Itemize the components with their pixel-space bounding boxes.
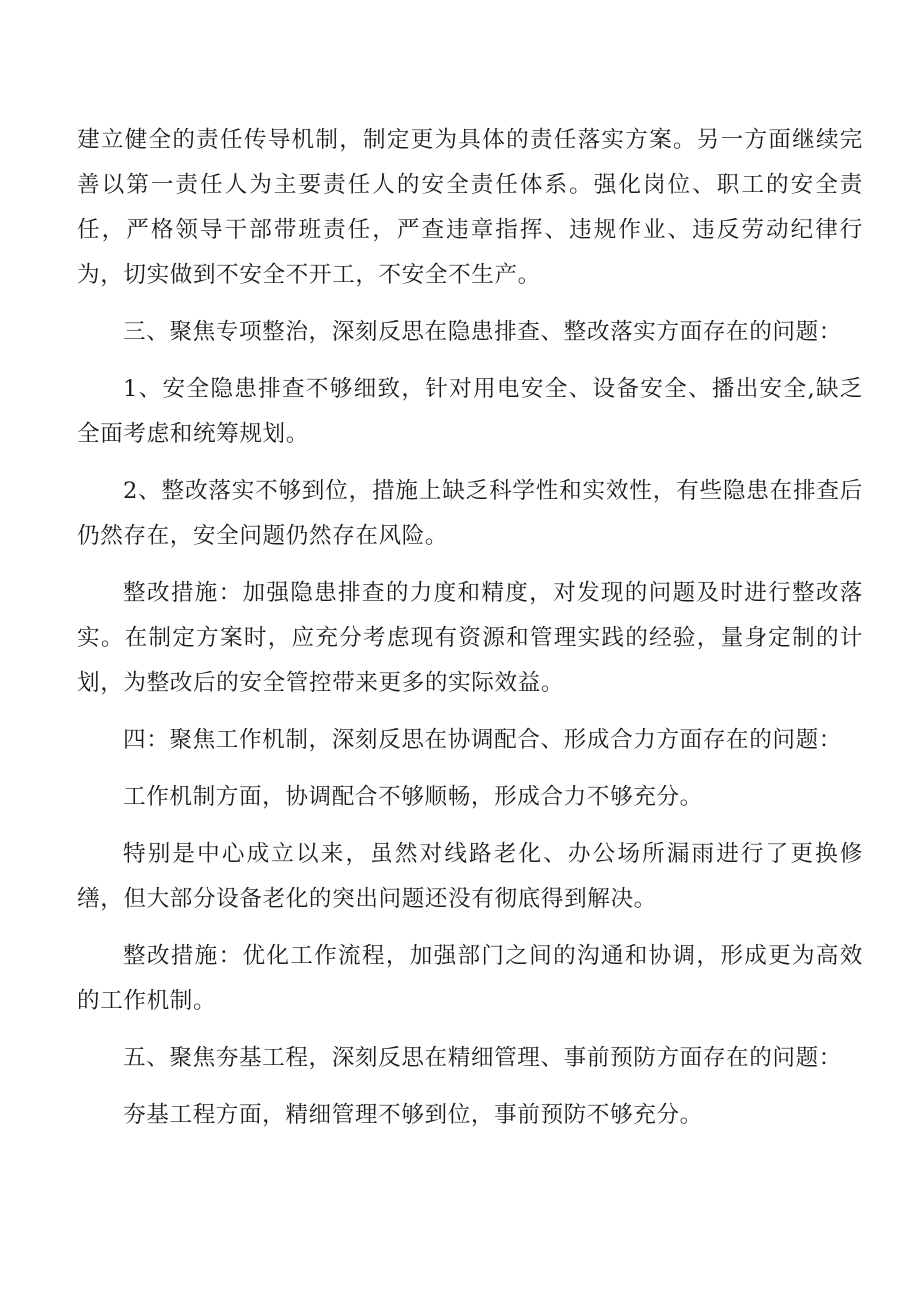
document-body bbox=[77, 118, 863, 1150]
paragraph-equipment-aging: 特别是中心成立以来，虽然对线路老化、办公场所漏雨进行了更换修缮，但大部分设备老化的突出问题还没有彻底得到解决。 bbox=[77, 841, 863, 912]
heading-section-five: 五、聚焦夯基工程，深刻反思在精细管理、事前预防方面存在的问题： bbox=[123, 1045, 843, 1071]
paragraph-responsibility-mechanism: 建立健全的责任传导机制，制定更为具体的责任落实方案。另一方面继续完善以第一责任人为主要责任人的安全责任体系。强化岗位、职工的安全责任，严格领导干部带班责任，严查违章指挥、违规作业、违反劳动纪律行为，切实做到不安全不开工，不安全不生产。 bbox=[77, 127, 863, 288]
paragraph-foundation-project: 夯基工程方面，精细管理不够到位，事前预防不够充分。 bbox=[123, 1102, 703, 1128]
heading-section-three: 三、聚焦专项整治，深刻反思在隐患排查、整改落实方面存在的问题： bbox=[123, 319, 843, 345]
paragraph-rectification-measures-1: 整改措施：加强隐患排查的力度和精度，对发现的问题及时进行整改落实。在制定方案时，应充分考虑现有资源和管理实践的经验，量身定制的计划，为整改后的安全管控带来更多的实际效益。 bbox=[77, 580, 863, 696]
heading-section-four: 四：聚焦工作机制，深刻反思在协调配合、形成合力方面存在的问题： bbox=[123, 727, 843, 753]
paragraph-item-1: 1、安全隐患排查不够细致，针对用电安全、设备安全、播出安全,缺乏全面考虑和统筹规划。 bbox=[77, 376, 863, 447]
paragraph-item-2: 2、整改落实不够到位，措施上缺乏科学性和实效性，有些隐患在排查后仍然存在，安全问题仍然存在风险。 bbox=[77, 478, 863, 549]
paragraph-rectification-measures-2: 整改措施：优化工作流程，加强部门之间的沟通和协调，形成更为高效的工作机制。 bbox=[77, 943, 863, 1014]
paragraph-work-mechanism: 工作机制方面，协调配合不够顺畅，形成合力不够充分。 bbox=[123, 784, 703, 810]
